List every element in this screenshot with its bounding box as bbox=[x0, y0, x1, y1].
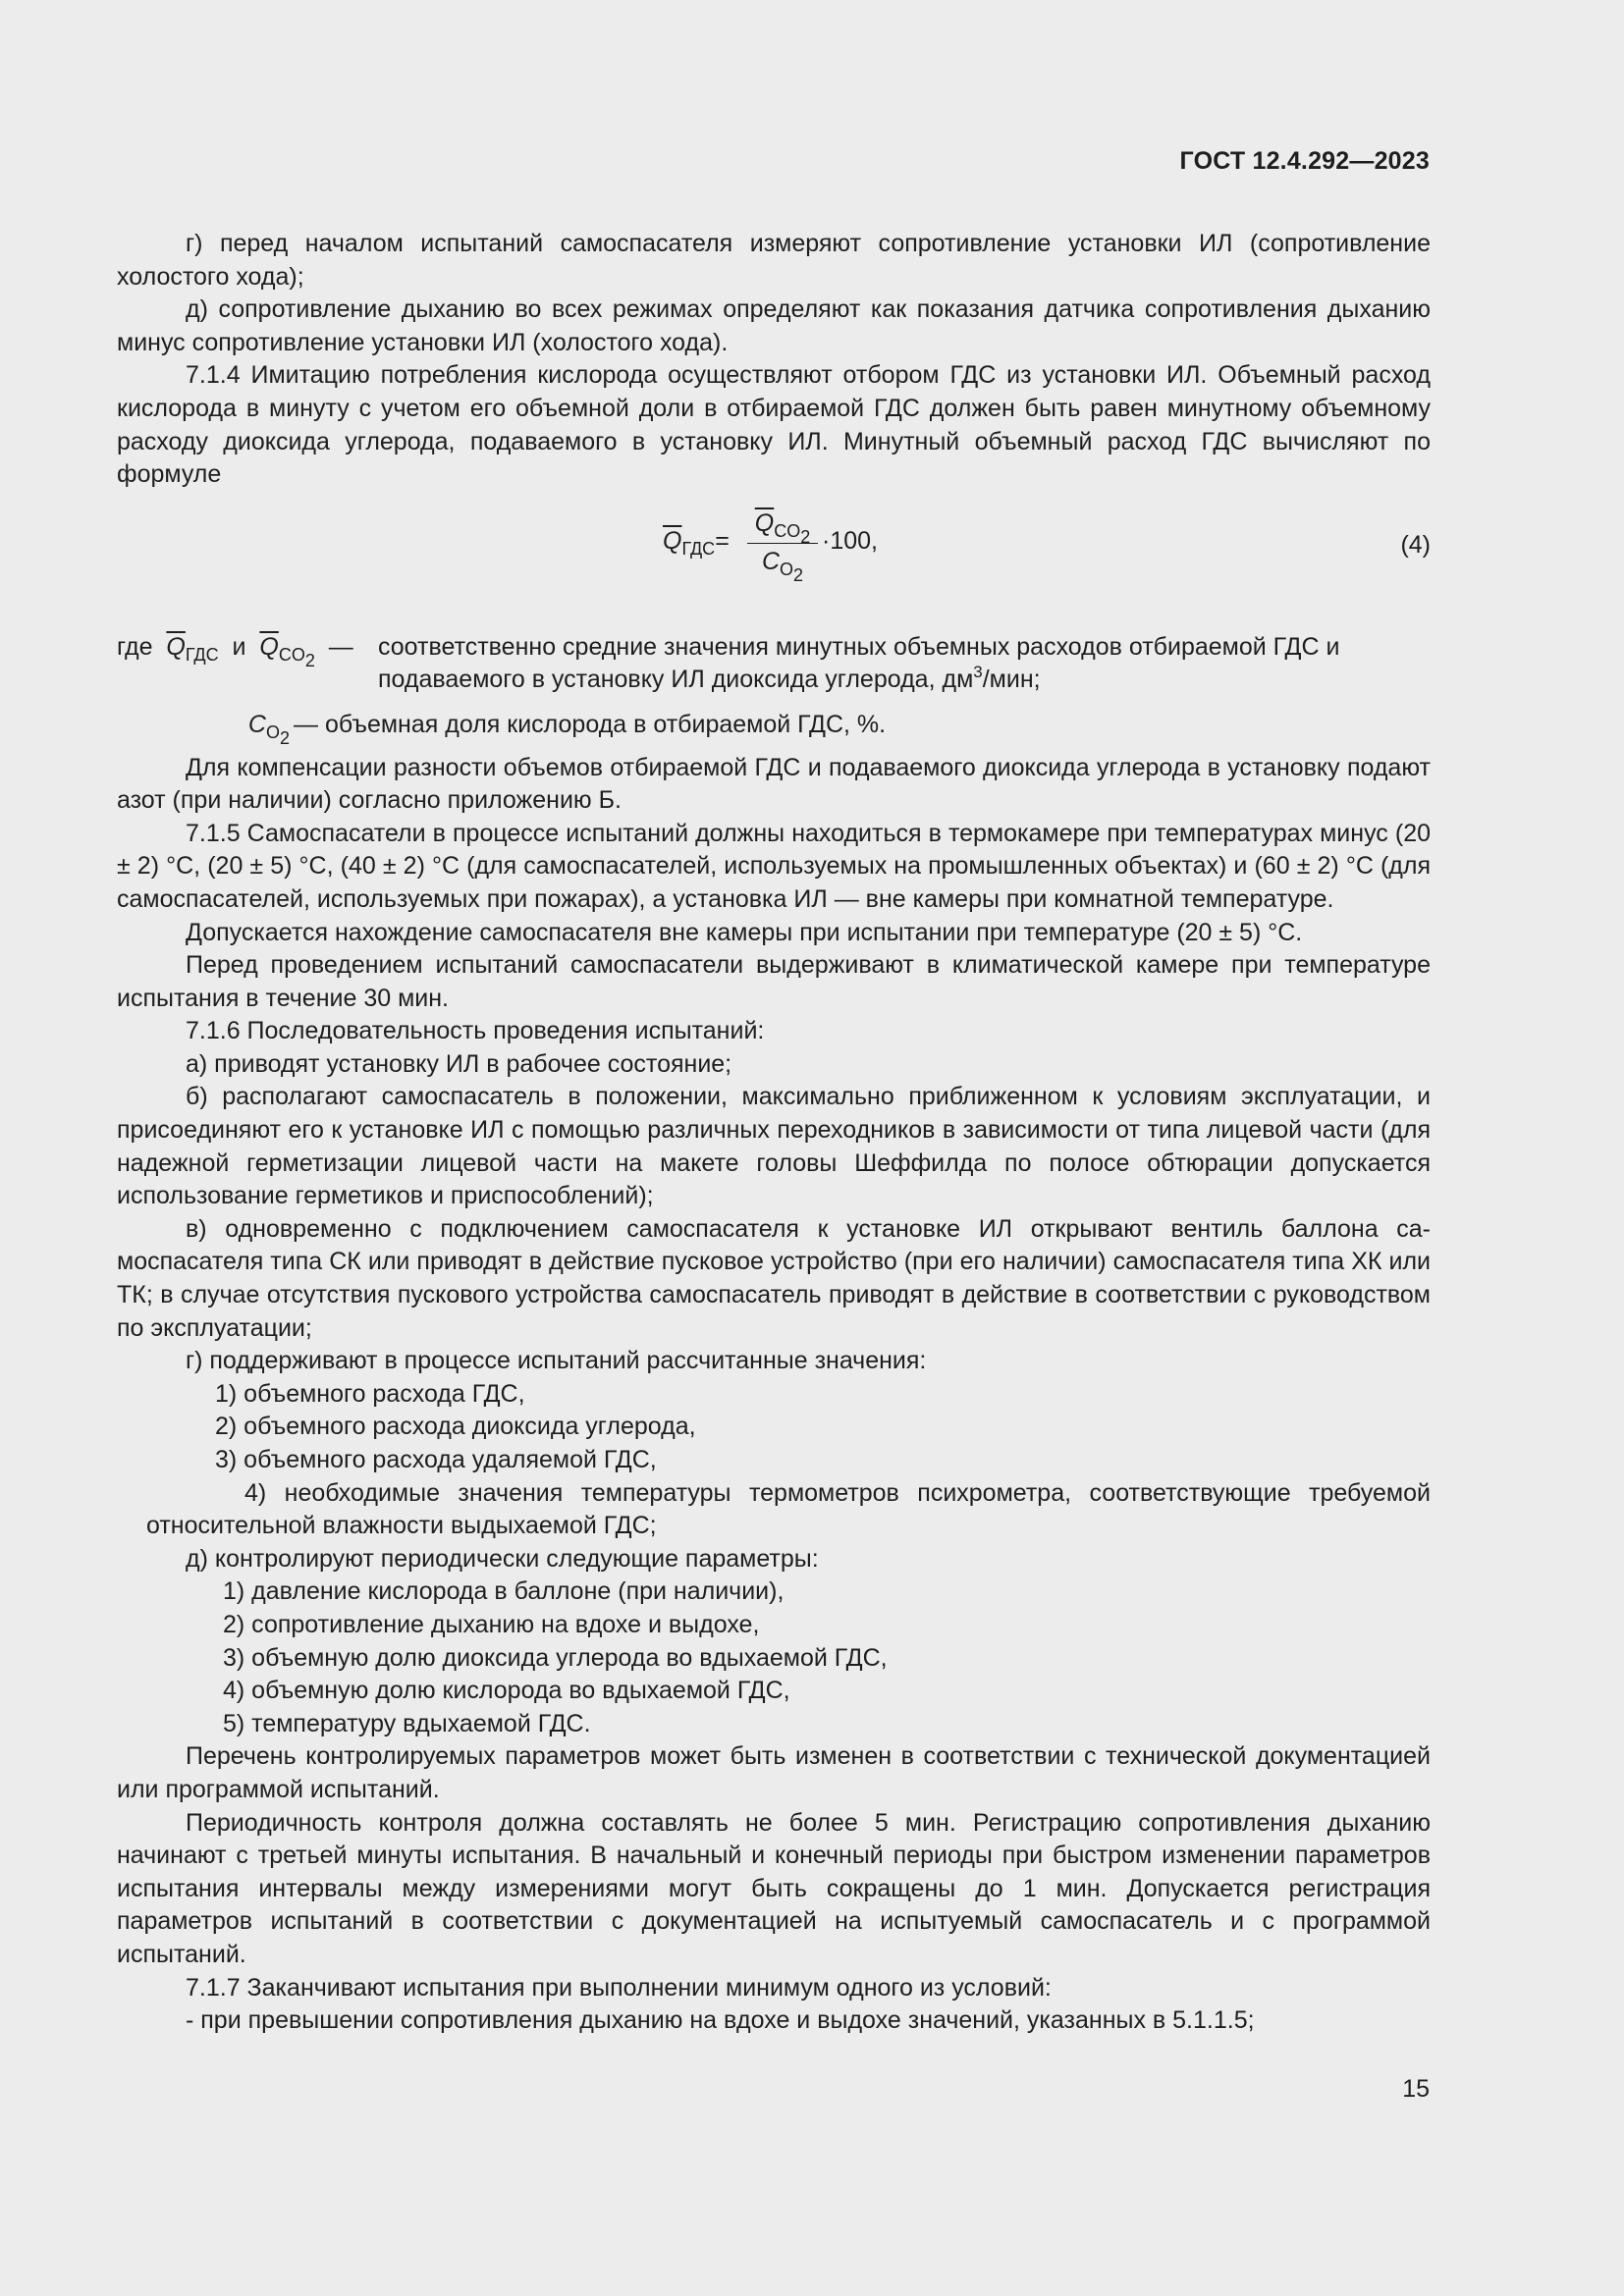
paragraph-periodicity: Периодичность контроля должна составлять не более 5 мин. Регистрацию сопротивления дыханию начинают с третьей минуты испытания. В начальный и конечный периоды при быстром изменении параметров испытания интервалы между измерениями могут быть сокращены до 1 мин. Допускается регистрация параметров испытаний в соответствии с документацией на испытуемый самоспасатель и с программой испытаний. bbox=[117, 1808, 1431, 1968]
sublist-item-g1: 1) объемного расхода ГДС, bbox=[215, 1379, 525, 1408]
where-text-2: — объемная доля кислорода в отбираемой ГДС, %. bbox=[294, 710, 887, 738]
paragraph-7-1-4: 7.1.4 Имитацию потребления кислорода осуществляют отбором ГДС из установки ИЛ. Объемный расход кислорода в минуту с учетом его объемной доли в отбираемой ГДС должен быть равен минутному объемному расходу диоксида углерода, подаваемого в установку ИЛ. Минутный объемный расход ГДС вычисляют по формуле bbox=[117, 361, 1431, 489]
where-definition-1 bbox=[117, 631, 1431, 697]
list-item-a: а) приводят установку ИЛ в рабочее состояние; bbox=[186, 1049, 732, 1078]
equation-number: (4) bbox=[1400, 530, 1431, 559]
document-code: ГОСТ 12.4.292—2023 bbox=[1179, 147, 1430, 175]
paragraph-before: Перед проведением испытаний самоспасатели выдерживают в климатической камере при температуре испытания в течение 30 мин. bbox=[117, 951, 1431, 1012]
list-item-g: г) поддерживают в процессе испытаний рассчитанные значения: bbox=[186, 1347, 927, 1375]
paragraph-7-1-6: 7.1.6 Последовательность проведения испытаний: bbox=[186, 1017, 765, 1045]
paragraph-compensation: Для компенсации разности объемов отбираемой ГДС и подаваемого диоксида углерода в установку подают азот (при наличии) согласно приложению Б. bbox=[117, 753, 1431, 815]
where-text-1: соответственно средние значения минутных объемных расходов отбираемой ГДС и подаваемого в установку ИЛ диоксида углерода, $дм^3$/мин; bbox=[378, 632, 1340, 694]
formula-fraction bbox=[747, 508, 818, 585]
formula-tail: ·100, bbox=[822, 526, 878, 555]
list-item-b: б) располагают самоспасатель в положении, максимально приближенном к условиям эксплуатации, и присоединяют его к установке ИЛ с помощью различных переходников в зависимости от типа лицевой части (для надежной герметизации лицевой части на макете головы Шеффилда по полосе обтюрации допускается использование герметиков и приспособлений); bbox=[117, 1083, 1431, 1210]
paragraph-7-1-5: 7.1.5 Самоспасатели в процессе испытаний должны находиться в термокамере при температурах минус (20 ± 2) °С, (20 ± 5) °С, (40 ± 2) °С (для самоспасателей, используемых на промышленных объектах) и (60 ± 2) °С (для самоспасателей, используемых при пожарах), а установка ИЛ — вне камеры при комнатной температуре. bbox=[117, 819, 1431, 913]
sublist-item-d5: 5) температуру вдыхаемой ГДС. bbox=[223, 1709, 591, 1737]
formula-lhs: $\overline{Q}_{ГДС}=$ bbox=[663, 526, 730, 559]
list-item-v: в) одновременно с подключением самоспасателя к установке ИЛ открывают вентиль баллона самоспасателя типа СК или приводят в действие пусковое устройство (при его наличии) самоспасателя типа ХК или ТК; в случае отсутствия пускового устройства самоспасатель приводят в действие в соответствии с руководством по эксплуатации; bbox=[117, 1214, 1431, 1342]
document-body bbox=[117, 228, 1431, 2038]
sublist-item-d2: 2) сопротивление дыханию на вдохе и выдохе, bbox=[223, 1610, 760, 1638]
sublist-item-g4: 4) необходимые значения температуры термометров психрометра, соответствующие требуемой относительной влажности выдыхаемой ГДС; bbox=[146, 1478, 1431, 1540]
paragraph-g: г) перед началом испытаний самоспасателя измеряют сопротивление установки ИЛ (сопротивление холостого хода); bbox=[117, 230, 1431, 291]
where-definition-2 bbox=[117, 709, 1431, 748]
where-symbols: где $\overline{Q}_{ГДС}$ и $\overline{Q}_{CO_2}$ — bbox=[117, 632, 353, 670]
paragraph-d: д) сопротивление дыханию во всех режимах определяют как показания датчика сопротивления дыханию минус сопротивление установки ИЛ (холостого хода). bbox=[117, 295, 1431, 356]
sublist-item-d1: 1) давление кислорода в баллоне (при наличии), bbox=[223, 1577, 785, 1606]
paragraph-7-1-7: 7.1.7 Заканчивают испытания при выполнении минимум одного из условий: bbox=[186, 1973, 1052, 2002]
paragraph-allow: Допускается нахождение самоспасателя вне камеры при испытании при температуре (20 ± 5) °С. bbox=[186, 918, 1303, 946]
sublist-item-g2: 2) объемного расхода диоксида углерода, bbox=[215, 1413, 696, 1441]
where-symbol-c: $C_{O_2}$ bbox=[247, 710, 290, 748]
list-item-d: д) контролируют периодически следующие параметры: bbox=[186, 1544, 819, 1573]
formula-denominator: $C_{O_2}$ bbox=[761, 547, 804, 585]
formula-block bbox=[117, 492, 1431, 627]
page-number: 15 bbox=[1402, 2075, 1430, 2103]
formula-numerator: $\overline{Q}_{CO_2}$ bbox=[747, 511, 818, 544]
sublist-item-d3: 3) объемную долю диоксида углерода во вдыхаемой ГДС, bbox=[223, 1643, 888, 1672]
sublist-item-d4: 4) объемную долю кислорода во вдыхаемой ГДС, bbox=[223, 1677, 790, 1705]
bullet-item-1: - при превышении сопротивления дыханию на вдохе и выдохе значений, указанных в 5.1.1.5; bbox=[186, 2006, 1255, 2035]
sublist-item-g3: 3) объемного расхода удаляемой ГДС, bbox=[215, 1446, 657, 1473]
paragraph-list-change: Перечень контролируемых параметров может быть изменен в соответствии с технической документацией или программой испытаний. bbox=[117, 1742, 1431, 1803]
